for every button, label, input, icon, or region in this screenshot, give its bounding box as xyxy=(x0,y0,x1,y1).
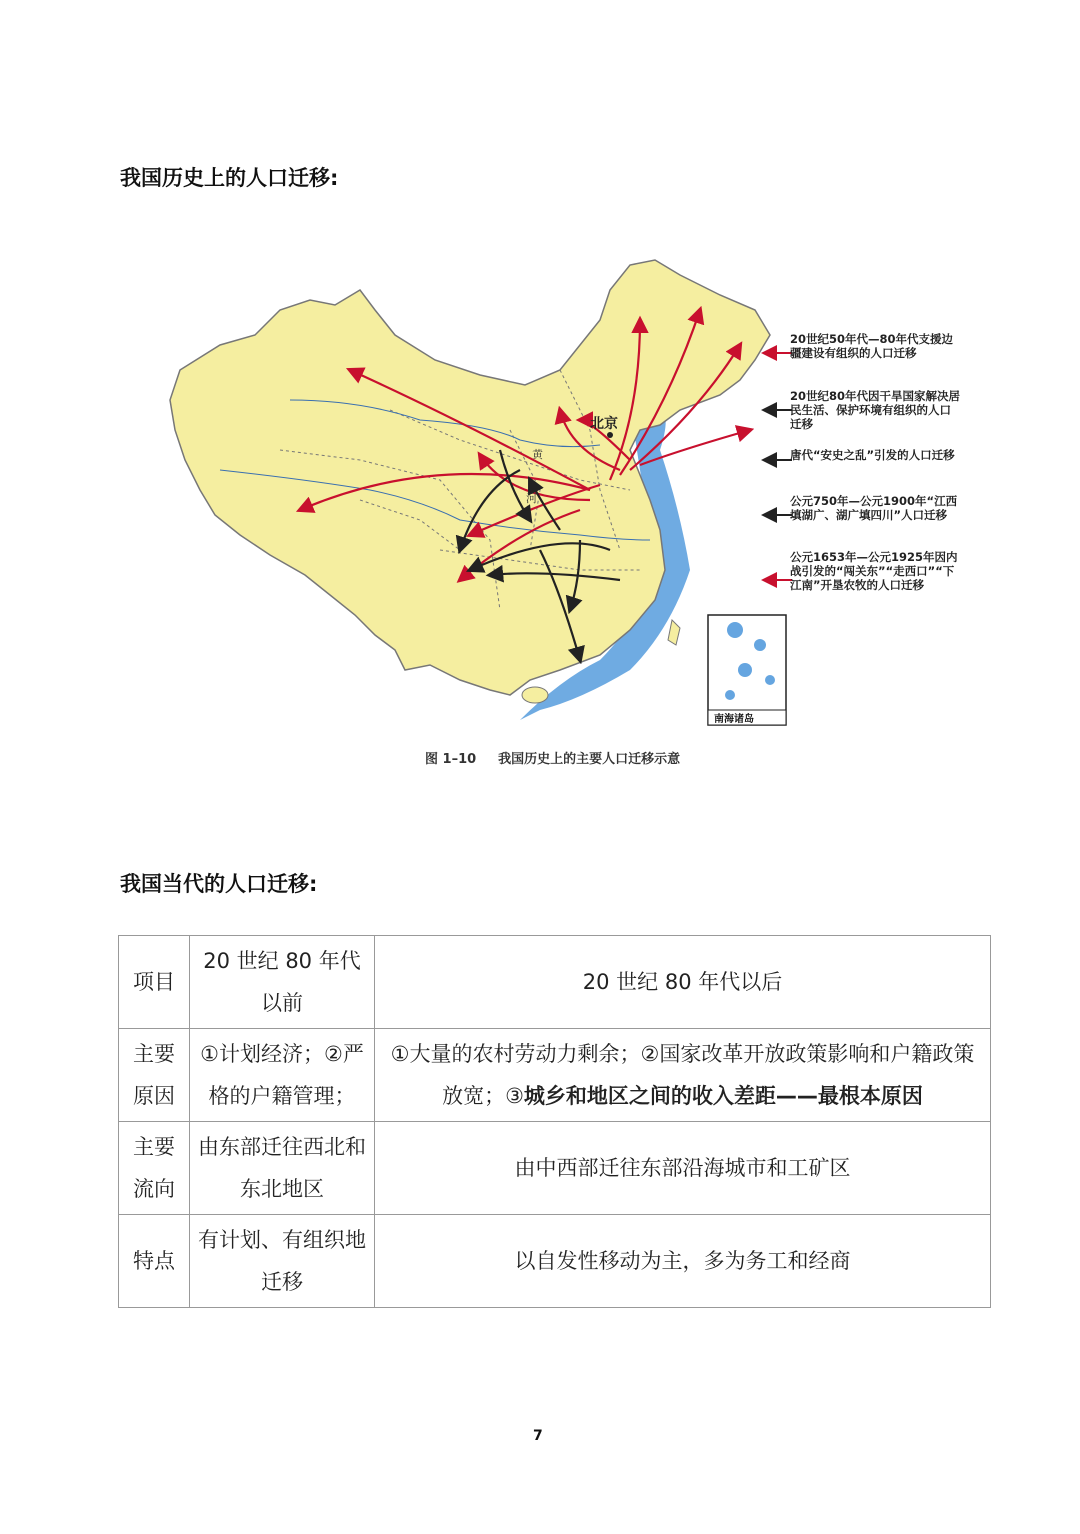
table-row xyxy=(119,1215,991,1308)
legend-item-1: 20世纪50年代—80年代支援边疆建设有组织的人口迁移 xyxy=(790,332,954,360)
hainan xyxy=(522,687,548,703)
figure-number: 图 1–10 xyxy=(425,752,477,767)
legend-item-4: 公元750年—公元1900年“江西填湖广、湖广填四川”人口迁移 xyxy=(790,494,958,522)
river-label-1: 黄 xyxy=(532,448,543,461)
inset-label: 南海诸岛 xyxy=(714,714,754,725)
header-item: 项目 xyxy=(119,936,190,1029)
table-row xyxy=(119,1122,991,1215)
page-number: 7 xyxy=(533,1428,543,1444)
cell-before: ①计划经济；②严格的户籍管理； xyxy=(190,1029,375,1122)
migration-map-figure xyxy=(160,250,960,730)
legend-item-2: 20世纪80年代因干旱国家解决居民生活、保护环境有组织的人口迁移 xyxy=(790,389,961,431)
south-china-sea-inset xyxy=(708,615,786,725)
figure-title: 我国历史上的主要人口迁移示意 xyxy=(498,752,681,767)
contemporary-migration-table xyxy=(118,935,991,1308)
cell-after: 由中西部迁往东部沿海城市和工矿区 xyxy=(375,1122,991,1215)
cell-after-emphasis: 城乡和地区之间的收入差距——最根本原因 xyxy=(523,1084,923,1108)
header-after-1980s: 20 世纪 80 年代以后 xyxy=(375,936,991,1029)
china-map xyxy=(160,250,960,730)
header-before-1980s: 20 世纪 80 年代以前 xyxy=(190,936,375,1029)
table-header-row xyxy=(119,936,991,1029)
beijing-dot xyxy=(607,432,613,438)
section-heading-contemporary: 我国当代的人口迁移: xyxy=(120,872,318,896)
row-label: 特点 xyxy=(119,1215,190,1308)
cell-before: 由东部迁往西北和东北地区 xyxy=(190,1122,375,1215)
legend-item-3: 唐代“安史之乱”引发的人口迁移 xyxy=(790,448,955,462)
table-row xyxy=(119,1029,991,1122)
cell-after-text: ①大量的农村劳动力剩余；②国家改革开放政策影响和户籍政策放宽；③ xyxy=(390,1042,975,1108)
taiwan xyxy=(668,620,680,645)
cell-before: 有计划、有组织地迁移 xyxy=(190,1215,375,1308)
beijing-label: 北京 xyxy=(590,416,618,432)
cell-after xyxy=(375,1029,991,1122)
cell-after: 以自发性移动为主，多为务工和经商 xyxy=(375,1215,991,1308)
legend-item-5: 公元1653年—公元1925年因内战引发的“闯关东”“走西口”“下江南”开垦农牧的人口迁移 xyxy=(790,550,958,592)
row-label: 主要原因 xyxy=(119,1029,190,1122)
row-label: 主要流向 xyxy=(119,1122,190,1215)
section-heading-historical: 我国历史上的人口迁移: xyxy=(120,166,339,190)
river-label-2: 河 xyxy=(526,492,537,505)
figure-caption xyxy=(425,748,702,767)
